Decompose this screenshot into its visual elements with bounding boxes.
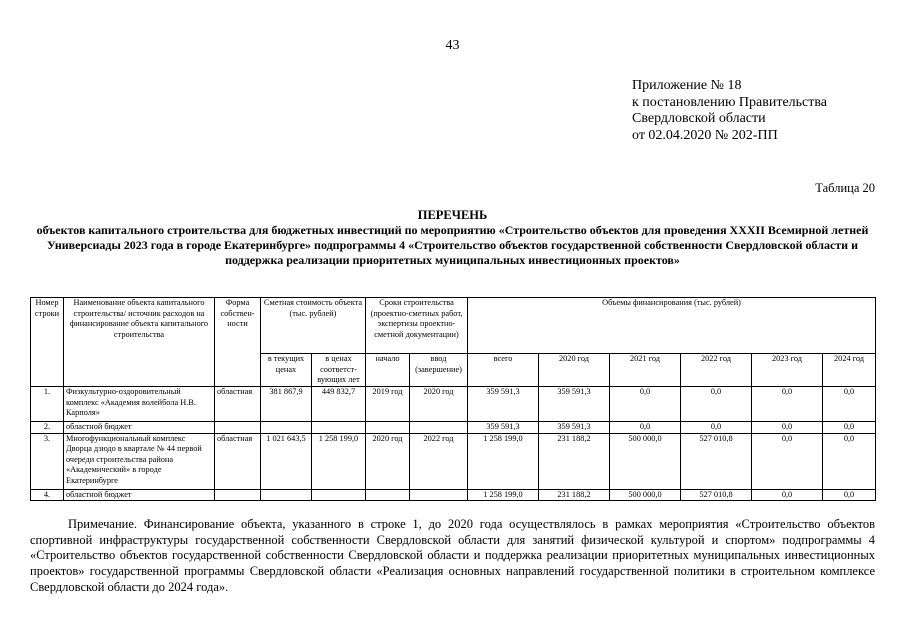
- header-2022: 2022 год: [681, 354, 752, 387]
- cell-2024: 0,0: [823, 387, 876, 422]
- cell-2024: 0,0: [823, 433, 876, 489]
- cell-2023: 0,0: [752, 489, 823, 501]
- cell-2022: 527 010,8: [681, 489, 752, 501]
- cell-total: 359 591,3: [468, 387, 539, 422]
- financing-table: [30, 297, 876, 501]
- header-2020: 2020 год: [539, 354, 610, 387]
- cell-name: областной бюджет: [64, 489, 215, 501]
- cell-2023: 0,0: [752, 387, 823, 422]
- cell-total: 1 258 199,0: [468, 433, 539, 489]
- cell-ownership: [215, 422, 261, 434]
- cell-cost-by-year: [312, 422, 366, 434]
- cell-cost-current: [261, 422, 312, 434]
- cell-cost-by-year: 449 832,7: [312, 387, 366, 422]
- header-ownership: Форма собствен-ности: [215, 298, 261, 387]
- header-financing-volumes: Объемы финансирования (тыс. рублей): [468, 298, 876, 354]
- cell-2023: 0,0: [752, 433, 823, 489]
- cell-total: 359 591,3: [468, 422, 539, 434]
- cell-start: 2020 год: [366, 433, 410, 489]
- header-name: Наименование объекта капитального строительства/ источник расходов на финансирование объекта капитального строительства: [64, 298, 215, 387]
- document-heading: [30, 208, 875, 268]
- header-2021: 2021 год: [610, 354, 681, 387]
- appendix-line-2: к постановлению Правительства: [632, 94, 828, 110]
- cell-2023: 0,0: [752, 422, 823, 434]
- cell-2021: 0,0: [610, 387, 681, 422]
- header-construction-terms: Сроки строительства (проектно-сметных работ, экспертизы проектно-сметной документации): [366, 298, 468, 354]
- cell-ownership: областная: [215, 433, 261, 489]
- cell-cost-current: 381 867,9: [261, 387, 312, 422]
- appendix-line-3: Свердловской области: [632, 111, 766, 126]
- cell-start: 2019 год: [366, 387, 410, 422]
- header-cost-by-year: в ценах соответст-вующих лет: [312, 354, 366, 387]
- cell-2024: 0,0: [823, 422, 876, 434]
- cell-num: 1.: [31, 387, 64, 422]
- cell-name: Многофункциональный комплекс Дворца дзюдо в квартале № 44 первой очереди строительства района «Академический» в городе Екатеринбурге: [64, 433, 215, 489]
- cell-2021: 500 000,0: [610, 489, 681, 501]
- cell-2022: 0,0: [681, 422, 752, 434]
- appendix-line-1: Приложение № 18: [632, 78, 742, 93]
- header-total: всего: [468, 354, 539, 387]
- appendix-line-4: от 02.04.2020 № 202-ПП: [632, 127, 778, 143]
- cell-total: 1 258 199,0: [468, 489, 539, 501]
- cell-ownership: областная: [215, 387, 261, 422]
- table-row: [31, 422, 876, 434]
- cell-2021: 500 000,0: [610, 433, 681, 489]
- table-label: Таблица 20: [815, 181, 875, 195]
- header-start: начало: [366, 354, 410, 387]
- cell-num: 3.: [31, 433, 64, 489]
- table-header-row-1: [31, 298, 876, 354]
- cell-num: 2.: [31, 422, 64, 434]
- header-cost-current: в текущих ценах: [261, 354, 312, 387]
- header-2023: 2023 год: [752, 354, 823, 387]
- cell-cost-current: [261, 489, 312, 501]
- header-row-number: Номер строки: [31, 298, 64, 387]
- cell-end: 2020 год: [410, 387, 468, 422]
- cell-2020: 231 188,2: [539, 489, 610, 501]
- cell-cost-by-year: [312, 489, 366, 501]
- table-row: [31, 433, 876, 489]
- cell-start: [366, 422, 410, 434]
- table-row: [31, 489, 876, 501]
- appendix-block: [632, 78, 827, 144]
- header-2024: 2024 год: [823, 354, 876, 387]
- cell-cost-by-year: 1 258 199,0: [312, 433, 366, 489]
- table-row: [31, 387, 876, 422]
- cell-end: [410, 422, 468, 434]
- cell-2022: 527 010,8: [681, 433, 752, 489]
- cell-end: 2022 год: [410, 433, 468, 489]
- heading-subtitle: объектов капитального строительства для бюджетных инвестиций по мероприятию «Строительство объектов для проведения XXXII Всемирной летней Универсиады 2023 года в городе Екатеринбурге» подпрограммы 4 «Строительство объектов государственной собственности Свердловской области и поддержка реализации приоритетных муниципальных инвестиционных проектов»: [36, 223, 869, 267]
- header-estimated-cost: Сметная стоимость объекта (тыс. рублей): [261, 298, 366, 354]
- cell-cost-current: 1 021 643,5: [261, 433, 312, 489]
- cell-2024: 0,0: [823, 489, 876, 501]
- page-number: 43: [445, 38, 460, 53]
- cell-2020: 231 188,2: [539, 433, 610, 489]
- cell-name: Физкультурно-оздоровительный комплекс «Академия волейбола Н.В. Карполя»: [64, 387, 215, 422]
- heading-title: ПЕРЕЧЕНЬ: [417, 208, 488, 222]
- footnote: Примечание. Финансирование объекта, указанного в строке 1, до 2020 года осуществлялось в рамках мероприятия «Строительство объектов спортивной инфраструктуры государственной собственности Свердловской области для занятий физической культурой и спортом» подпрограммы 4 «Строительство объектов государственной собственности Свердловской области и поддержка реализации приоритетных муниципальных инвестиционных проектов» государственной программы Свердловской области «Реализация основных направлений государственной политики в строительном комплексе Свердловской области до 2024 года».: [30, 517, 875, 594]
- cell-num: 4.: [31, 489, 64, 501]
- cell-2022: 0,0: [681, 387, 752, 422]
- cell-2020: 359 591,3: [539, 422, 610, 434]
- header-end: ввод (завершение): [410, 354, 468, 387]
- cell-2021: 0,0: [610, 422, 681, 434]
- cell-name: областной бюджет: [64, 422, 215, 434]
- cell-2020: 359 591,3: [539, 387, 610, 422]
- cell-start: [366, 489, 410, 501]
- cell-ownership: [215, 489, 261, 501]
- cell-end: [410, 489, 468, 501]
